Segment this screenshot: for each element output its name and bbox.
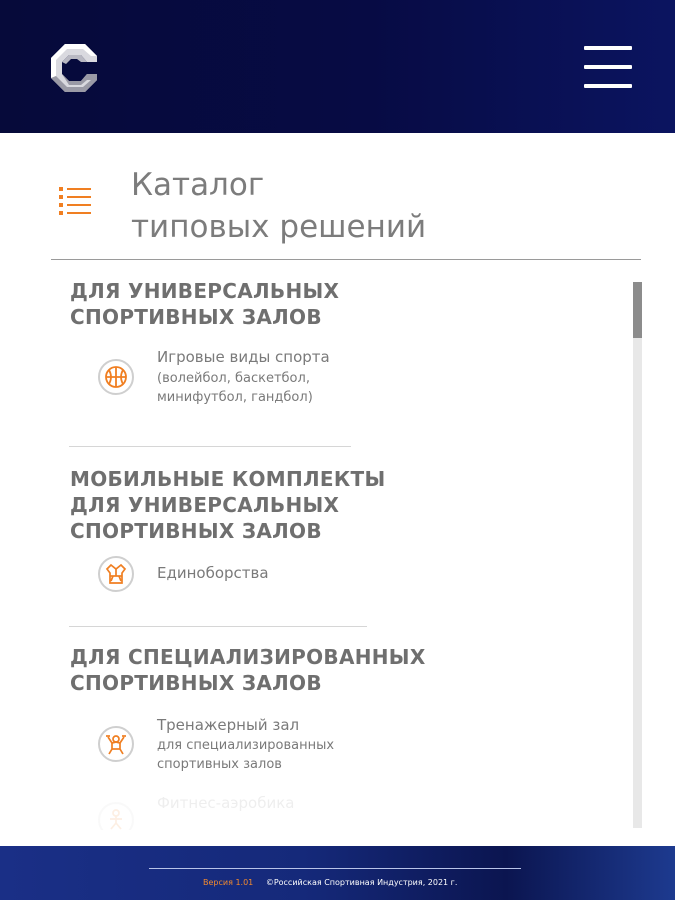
item-subtitle: минифутбол, гандбол) bbox=[157, 390, 313, 405]
item-title: Тренажерный зал bbox=[157, 716, 300, 734]
martial-arts-icon bbox=[98, 556, 134, 592]
version-label: Версия 1.01 bbox=[203, 878, 254, 887]
section-divider bbox=[69, 626, 367, 627]
menu-bar bbox=[584, 46, 632, 50]
section-title-line: ДЛЯ СПЕЦИАЛИЗИРОВАННЫХ bbox=[70, 645, 426, 669]
item-subtitle: спортивных залов bbox=[157, 757, 282, 772]
section-divider bbox=[69, 446, 351, 447]
app-footer bbox=[0, 846, 675, 900]
gym-weights-icon bbox=[98, 726, 134, 762]
item-title: Игровые виды спорта bbox=[157, 348, 330, 366]
section-title bbox=[70, 466, 386, 544]
item-title: Фитнес-аэробика bbox=[157, 794, 295, 812]
item-subtitle: (волейбол, баскетбол, bbox=[157, 371, 310, 386]
app-header bbox=[0, 0, 675, 133]
menu-bar bbox=[584, 65, 632, 69]
item-title: Единоборства bbox=[157, 564, 269, 582]
menu-bar bbox=[584, 84, 632, 88]
footer-text bbox=[203, 878, 457, 888]
copyright-label: ©Российская Спортивная Индустрия, 2021 г. bbox=[265, 878, 458, 887]
section-title bbox=[70, 644, 426, 696]
section-title-line: СПОРТИВНЫХ ЗАЛОВ bbox=[70, 519, 322, 543]
page-title-line: Каталог bbox=[131, 167, 265, 203]
catalog-list[interactable] bbox=[0, 260, 640, 830]
basketball-icon bbox=[98, 359, 134, 395]
list-icon bbox=[57, 186, 95, 216]
section-title-line: МОБИЛЬНЫЕ КОМПЛЕКТЫ bbox=[70, 467, 386, 491]
hamburger-menu-icon[interactable] bbox=[584, 46, 634, 92]
fitness-icon bbox=[98, 802, 134, 830]
page-title-line: типовых решений bbox=[131, 209, 427, 245]
brand-c-logo-icon[interactable] bbox=[47, 40, 103, 96]
section-title-line: ДЛЯ УНИВЕРСАЛЬНЫХ bbox=[70, 493, 340, 517]
section-title-line: СПОРТИВНЫХ ЗАЛОВ bbox=[70, 671, 322, 695]
scrollbar-track[interactable] bbox=[633, 282, 642, 828]
section-title-line: СПОРТИВНЫХ ЗАЛОВ bbox=[70, 305, 322, 329]
section-title-line: ДЛЯ УНИВЕРСАЛЬНЫХ bbox=[70, 279, 340, 303]
page-title bbox=[131, 164, 631, 248]
scrollbar-thumb[interactable] bbox=[633, 282, 642, 338]
section-title bbox=[70, 278, 339, 330]
footer-divider bbox=[149, 868, 521, 869]
item-subtitle: для специализированных bbox=[157, 738, 335, 753]
